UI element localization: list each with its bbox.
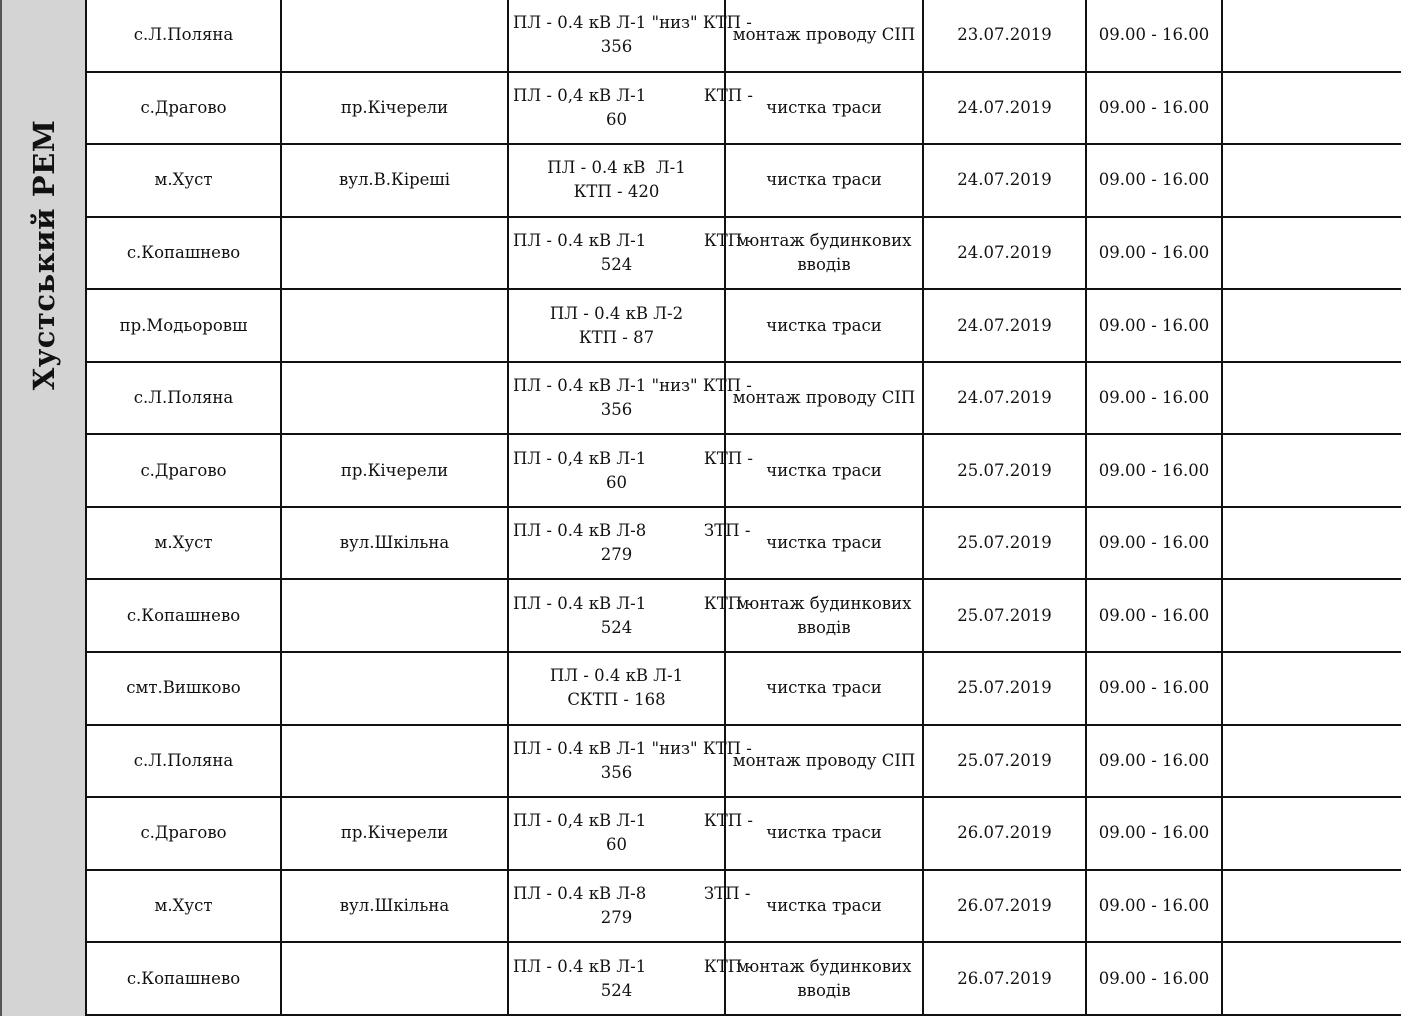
power-line-cell bbox=[508, 434, 753, 507]
substation-number: 524 bbox=[600, 254, 633, 274]
table-row bbox=[86, 217, 1401, 290]
empty-cell bbox=[1222, 797, 1401, 870]
substation-number: 279 bbox=[600, 545, 633, 565]
substation-number: 524 bbox=[600, 980, 633, 1000]
time-cell: 09.00 - 16.00 bbox=[1086, 942, 1222, 1015]
outage-schedule-table bbox=[85, 0, 1401, 1016]
empty-cell bbox=[1222, 725, 1401, 798]
date-cell: 24.07.2019 bbox=[923, 289, 1086, 362]
work-type-cell: чистка траси bbox=[725, 434, 923, 507]
date-cell: 25.07.2019 bbox=[923, 725, 1086, 798]
substation-number: 356 bbox=[600, 400, 633, 420]
street-cell bbox=[281, 217, 508, 290]
work-type-cell: монтаж будинкових вводів bbox=[725, 579, 923, 652]
region-sidebar bbox=[0, 0, 85, 1016]
street-cell bbox=[281, 942, 508, 1015]
table-row bbox=[86, 797, 1401, 870]
power-line-name: ПЛ - 0.4 кВ Л-1 "низ" КТП - bbox=[513, 13, 752, 33]
date-cell: 25.07.2019 bbox=[923, 579, 1086, 652]
settlement-cell: смт.Вишково bbox=[86, 652, 281, 725]
power-line-cell bbox=[508, 72, 753, 145]
table-row bbox=[86, 0, 1401, 72]
power-line-cell bbox=[508, 579, 753, 652]
settlement-cell: пр.Модьоровш bbox=[86, 289, 281, 362]
settlement-cell: с.Драгово bbox=[86, 434, 281, 507]
substation-number: 60 bbox=[606, 835, 627, 855]
work-type-cell: чистка траси bbox=[725, 289, 923, 362]
street-cell bbox=[281, 0, 508, 72]
settlement-cell: с.Л.Поляна bbox=[86, 725, 281, 798]
time-cell: 09.00 - 16.00 bbox=[1086, 434, 1222, 507]
power-line-name: ПЛ - 0,4 кВ Л-1 КТП - bbox=[513, 85, 753, 105]
table-row bbox=[86, 652, 1401, 725]
work-type-cell: чистка траси bbox=[725, 144, 923, 217]
work-type-cell: монтаж проводу СІП bbox=[725, 0, 923, 72]
table-row bbox=[86, 507, 1401, 580]
work-type-cell: монтаж проводу СІП bbox=[725, 725, 923, 798]
settlement-cell: с.Л.Поляна bbox=[86, 362, 281, 435]
power-line-cell bbox=[508, 144, 725, 217]
empty-cell bbox=[1222, 579, 1401, 652]
empty-cell bbox=[1222, 144, 1401, 217]
empty-cell bbox=[1222, 0, 1401, 72]
work-type-cell: чистка траси bbox=[725, 652, 923, 725]
date-cell: 24.07.2019 bbox=[923, 217, 1086, 290]
power-line-cell bbox=[508, 0, 752, 72]
empty-cell bbox=[1222, 362, 1401, 435]
substation-number: КТП - 87 bbox=[578, 327, 655, 347]
power-line-cell bbox=[508, 507, 751, 580]
power-line-name: ПЛ - 0.4 кВ Л-1 КТП - bbox=[513, 956, 753, 976]
date-cell: 26.07.2019 bbox=[923, 942, 1086, 1015]
power-line-name: ПЛ - 0.4 кВ Л-1 "низ" КТП - bbox=[513, 738, 752, 758]
table-row bbox=[86, 942, 1401, 1015]
substation-number: 356 bbox=[600, 762, 633, 782]
power-line-name: ПЛ - 0.4 кВ Л-2 bbox=[549, 303, 684, 323]
time-cell: 09.00 - 16.00 bbox=[1086, 797, 1222, 870]
power-line-name: ПЛ - 0.4 кВ Л-1 КТП - bbox=[513, 593, 753, 613]
empty-cell bbox=[1222, 434, 1401, 507]
settlement-cell: м.Хуст bbox=[86, 144, 281, 217]
settlement-cell: с.Л.Поляна bbox=[86, 0, 281, 72]
settlement-cell: с.Драгово bbox=[86, 797, 281, 870]
empty-cell bbox=[1222, 217, 1401, 290]
time-cell: 09.00 - 16.00 bbox=[1086, 579, 1222, 652]
substation-number: 60 bbox=[606, 109, 627, 129]
work-type-cell: чистка траси bbox=[725, 507, 923, 580]
date-cell: 25.07.2019 bbox=[923, 434, 1086, 507]
date-cell: 25.07.2019 bbox=[923, 652, 1086, 725]
substation-number: 524 bbox=[600, 617, 633, 637]
work-type-cell: чистка траси bbox=[725, 72, 923, 145]
power-line-cell bbox=[508, 289, 725, 362]
date-cell: 25.07.2019 bbox=[923, 507, 1086, 580]
power-line-cell bbox=[508, 725, 752, 798]
settlement-cell: с.Копашнево bbox=[86, 579, 281, 652]
work-type-cell: монтаж проводу СІП bbox=[725, 362, 923, 435]
date-cell: 24.07.2019 bbox=[923, 72, 1086, 145]
region-label: Хустський РЕМ bbox=[27, 119, 61, 391]
street-cell bbox=[281, 289, 508, 362]
settlement-cell: м.Хуст bbox=[86, 507, 281, 580]
street-cell: пр.Кічерели bbox=[281, 434, 508, 507]
street-cell: пр.Кічерели bbox=[281, 72, 508, 145]
street-cell bbox=[281, 579, 508, 652]
settlement-cell: с.Копашнево bbox=[86, 942, 281, 1015]
table-row bbox=[86, 289, 1401, 362]
substation-number: 279 bbox=[600, 908, 633, 928]
street-cell bbox=[281, 652, 508, 725]
substation-number: СКТП - 168 bbox=[567, 690, 666, 710]
substation-number: 356 bbox=[600, 37, 633, 57]
table-row bbox=[86, 870, 1401, 943]
empty-cell bbox=[1222, 652, 1401, 725]
power-line-name: ПЛ - 0.4 кВ Л-1 "низ" КТП - bbox=[513, 376, 752, 396]
power-line-name: ПЛ - 0.4 кВ Л-1 КТП - bbox=[513, 230, 753, 250]
time-cell: 09.00 - 16.00 bbox=[1086, 144, 1222, 217]
settlement-cell: м.Хуст bbox=[86, 870, 281, 943]
empty-cell bbox=[1222, 72, 1401, 145]
time-cell: 09.00 - 16.00 bbox=[1086, 0, 1222, 72]
power-line-name: ПЛ - 0.4 кВ Л-8 ЗТП - bbox=[513, 521, 751, 541]
date-cell: 26.07.2019 bbox=[923, 870, 1086, 943]
power-line-name: ПЛ - 0.4 кВ Л-1 bbox=[549, 666, 684, 686]
table-body bbox=[86, 0, 1401, 1015]
empty-cell bbox=[1222, 507, 1401, 580]
power-line-name: ПЛ - 0.4 кВ Л-8 ЗТП - bbox=[513, 884, 751, 904]
table-row bbox=[86, 144, 1401, 217]
street-cell bbox=[281, 725, 508, 798]
power-line-cell bbox=[508, 652, 725, 725]
work-type-cell: монтаж будинкових вводів bbox=[725, 217, 923, 290]
street-cell: вул.Шкільна bbox=[281, 870, 508, 943]
power-line-name: ПЛ - 0.4 кВ Л-1 bbox=[547, 158, 686, 178]
settlement-cell: с.Копашнево bbox=[86, 217, 281, 290]
substation-number: КТП - 420 bbox=[573, 182, 660, 202]
date-cell: 24.07.2019 bbox=[923, 144, 1086, 217]
date-cell: 23.07.2019 bbox=[923, 0, 1086, 72]
power-line-cell bbox=[508, 870, 751, 943]
street-cell: вул.Шкільна bbox=[281, 507, 508, 580]
time-cell: 09.00 - 16.00 bbox=[1086, 289, 1222, 362]
power-line-cell bbox=[508, 942, 753, 1015]
time-cell: 09.00 - 16.00 bbox=[1086, 725, 1222, 798]
street-cell: вул.В.Кіреші bbox=[281, 144, 508, 217]
time-cell: 09.00 - 16.00 bbox=[1086, 507, 1222, 580]
empty-cell bbox=[1222, 870, 1401, 943]
power-line-name: ПЛ - 0,4 кВ Л-1 КТП - bbox=[513, 811, 753, 831]
power-line-name: ПЛ - 0,4 кВ Л-1 КТП - bbox=[513, 448, 753, 468]
street-cell: пр.Кічерели bbox=[281, 797, 508, 870]
empty-cell bbox=[1222, 942, 1401, 1015]
power-line-cell bbox=[508, 362, 752, 435]
empty-cell bbox=[1222, 289, 1401, 362]
date-cell: 24.07.2019 bbox=[923, 362, 1086, 435]
time-cell: 09.00 - 16.00 bbox=[1086, 652, 1222, 725]
substation-number: 60 bbox=[606, 472, 627, 492]
time-cell: 09.00 - 16.00 bbox=[1086, 217, 1222, 290]
table-row bbox=[86, 72, 1401, 145]
power-line-cell bbox=[508, 797, 753, 870]
table-row bbox=[86, 362, 1401, 435]
date-cell: 26.07.2019 bbox=[923, 797, 1086, 870]
table-row bbox=[86, 434, 1401, 507]
table-row bbox=[86, 579, 1401, 652]
table-row bbox=[86, 725, 1401, 798]
time-cell: 09.00 - 16.00 bbox=[1086, 870, 1222, 943]
work-type-cell: чистка траси bbox=[725, 797, 923, 870]
power-line-cell bbox=[508, 217, 753, 290]
work-type-cell: монтаж будинкових вводів bbox=[725, 942, 923, 1015]
time-cell: 09.00 - 16.00 bbox=[1086, 362, 1222, 435]
street-cell bbox=[281, 362, 508, 435]
time-cell: 09.00 - 16.00 bbox=[1086, 72, 1222, 145]
work-type-cell: чистка траси bbox=[725, 870, 923, 943]
settlement-cell: с.Драгово bbox=[86, 72, 281, 145]
